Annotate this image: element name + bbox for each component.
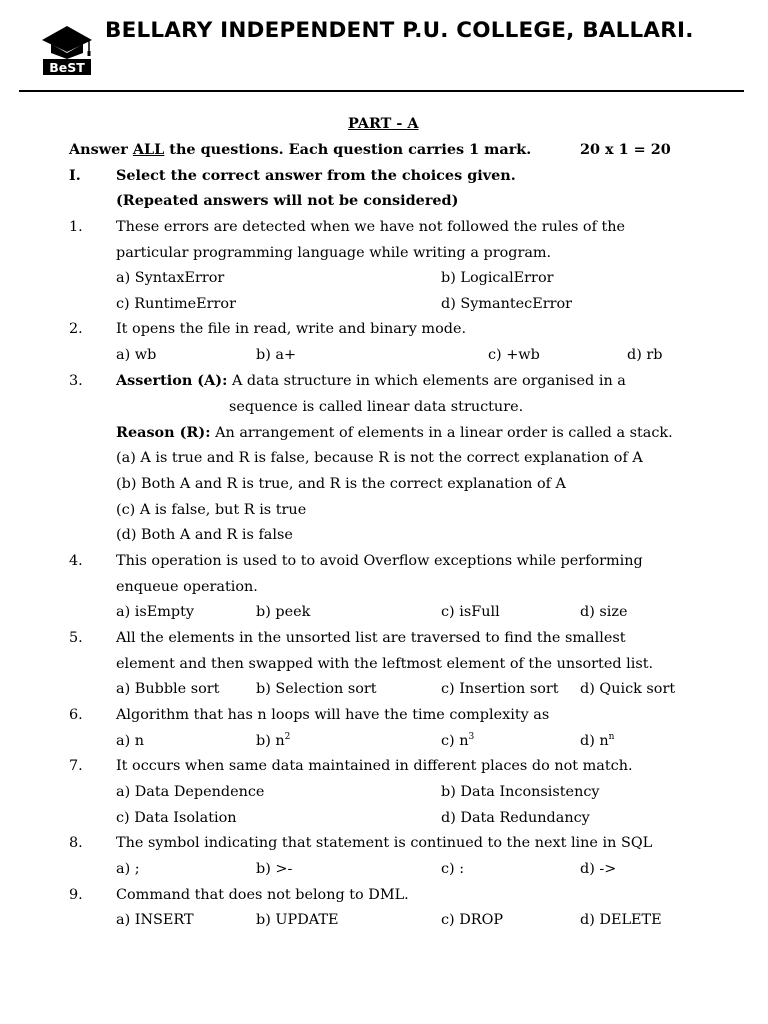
question-number: 8. (69, 835, 83, 851)
option: b) UPDATE (256, 912, 339, 928)
option: b) Data Inconsistency (441, 784, 600, 800)
question-text: It occurs when same data maintained in different places do not match. (116, 758, 633, 774)
option: (d) Both A and R is false (116, 527, 293, 543)
option: c) DROP (441, 912, 504, 928)
college-title: BELLARY INDEPENDENT P.U. COLLEGE, BALLARI. (105, 18, 694, 43)
section-numeral: I. (69, 167, 81, 184)
option: c) Data Isolation (116, 810, 237, 826)
option: a) Bubble sort (116, 681, 220, 697)
option-text: d) n (580, 733, 609, 749)
question-text: All the elements in the unsorted list are traversed to find the smallest (116, 630, 626, 646)
question-number: 1. (69, 219, 83, 235)
question-text: The symbol indicating that statement is continued to the next line in SQL (116, 835, 653, 851)
assertion-label: Assertion (A): (116, 372, 228, 389)
assertion-continuation: sequence is called linear data structure. (229, 399, 524, 415)
option-text: a) n (116, 733, 145, 749)
option: d) Quick sort (580, 681, 676, 697)
option: b) Selection sort (256, 681, 377, 697)
option: b) LogicalError (441, 270, 554, 286)
reason-text: An arrangement of elements in a linear order is called a stack. (210, 425, 673, 441)
option: a) isEmpty (116, 604, 195, 620)
option: d) Data Redundancy (441, 810, 590, 826)
question-text: This operation is used to to avoid Overflow exceptions while performing (116, 553, 643, 569)
question-number: 2. (69, 321, 83, 337)
option: (a) A is true and R is false, because R is not the correct explanation of A (116, 450, 643, 466)
graduation-cap-icon (40, 22, 94, 76)
option: d) DELETE (580, 912, 662, 928)
college-logo (40, 22, 94, 76)
marks-total: 20 x 1 = 20 (580, 141, 671, 158)
option: d) SymantecError (441, 296, 573, 312)
option-exponent: 3 (468, 732, 475, 743)
option: c) : (441, 861, 465, 877)
part-title (348, 115, 419, 133)
option-text: c) n (441, 733, 469, 749)
reason-line (116, 424, 673, 442)
question-text: element and then swapped with the leftmost element of the unsorted list. (116, 656, 654, 672)
part-label: PART (348, 115, 392, 132)
question-text: Command that does not belong to DML. (116, 887, 409, 903)
question-text: enqueue operation. (116, 579, 258, 595)
option (256, 732, 290, 750)
question-text: particular programming language while writing a program. (116, 245, 552, 261)
option: c) RuntimeError (116, 296, 236, 312)
option: a) wb (116, 347, 157, 363)
instruction (69, 141, 531, 159)
option: a) SyntaxError (116, 270, 225, 286)
option: a) INSERT (116, 912, 194, 928)
option: c) isFull (441, 604, 500, 620)
option (441, 732, 474, 750)
instruction-pre: Answer (69, 141, 133, 158)
option: b) a+ (256, 347, 297, 363)
question-number: 4. (69, 553, 83, 569)
question-number: 9. (69, 887, 83, 903)
question-text: It opens the file in read, write and binary mode. (116, 321, 467, 337)
logo-text: BeST (49, 60, 85, 75)
assertion-line (116, 372, 626, 390)
section-title: Select the correct answer from the choices given. (116, 167, 516, 184)
option: d) rb (627, 347, 663, 363)
option: d) size (580, 604, 628, 620)
part-letter: A (407, 115, 419, 132)
instruction-all: ALL (132, 141, 165, 158)
question-number: 6. (69, 707, 83, 723)
option: c) +wb (488, 347, 540, 363)
option-exponent: 2 (284, 732, 291, 743)
question-number: 3. (69, 373, 83, 389)
option: b) peek (256, 604, 311, 620)
assertion-text: A data structure in which elements are organised in a (227, 373, 626, 389)
option-exponent: n (608, 732, 615, 743)
option: (b) Both A and R is true, and R is the correct explanation of A (116, 476, 566, 492)
option: d) -> (580, 861, 617, 877)
option: b) >- (256, 861, 293, 877)
option: c) Insertion sort (441, 681, 559, 697)
option (116, 732, 144, 750)
option: a) Data Dependence (116, 784, 265, 800)
header-divider (19, 90, 744, 92)
part-dash: - (391, 115, 408, 132)
question-number: 7. (69, 758, 83, 774)
option: (c) A is false, but R is true (116, 502, 307, 518)
question-text: Algorithm that has n loops will have the time complexity as (116, 707, 550, 723)
question-text: These errors are detected when we have not followed the rules of the (116, 219, 626, 235)
option: a) ; (116, 861, 140, 877)
reason-label: Reason (R): (116, 424, 211, 441)
instruction-post: the questions. Each question carries 1 mark. (164, 141, 532, 158)
option-text: b) n (256, 733, 285, 749)
option (580, 732, 614, 750)
section-note: (Repeated answers will not be considered) (116, 192, 459, 209)
question-number: 5. (69, 630, 83, 646)
